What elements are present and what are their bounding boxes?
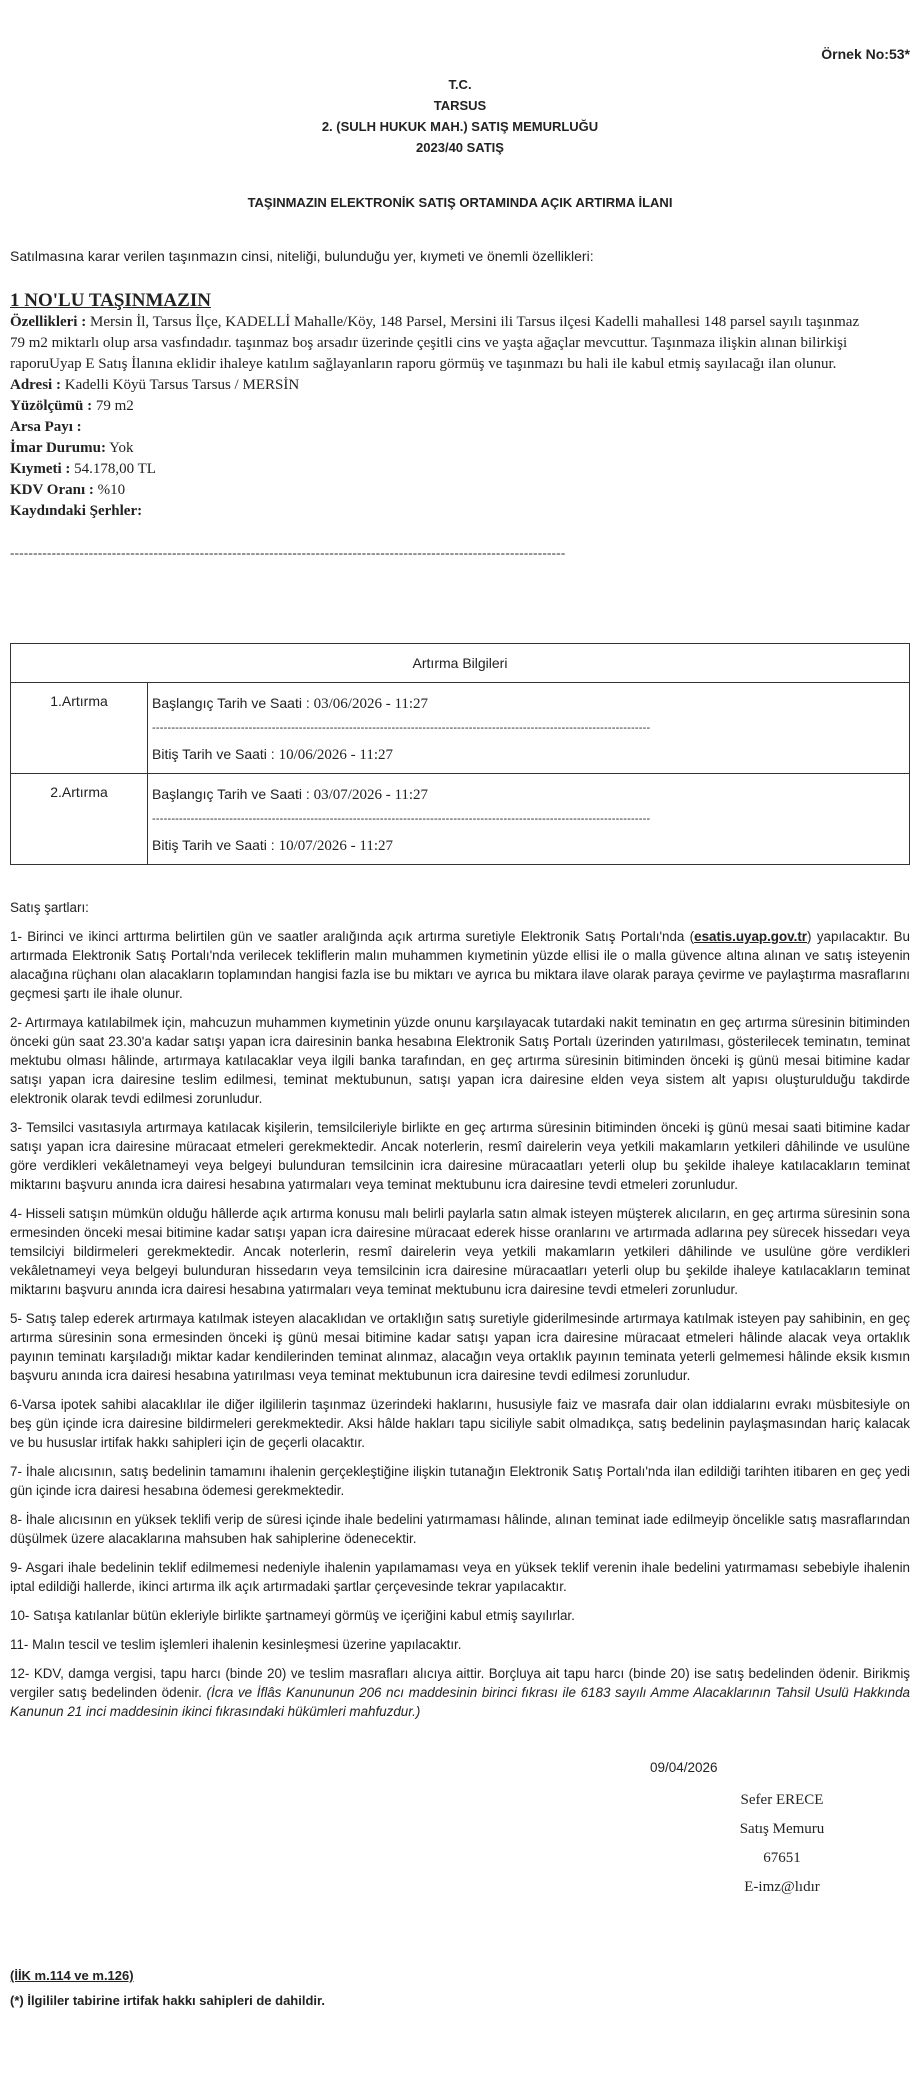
signer-title: Satış Memuru <box>739 1821 825 1837</box>
auction-label: 1.Artırma <box>11 683 148 774</box>
property-area: Yüzölçümü : 79 m2 <box>10 398 134 414</box>
term-2: 2- Artırmaya katılabilmek için, mahcuzun muhammen kıymetinin yüzde onunu karşılayacak tutardaki nakit teminatın en geç artırma süresinin bitiminden önceki gün saat 23.30'a kadar satışı yapan icra dairesinin banka hesabına Elektronik Satış Portalı üzerinden yatırılması, gösterilecek teminatın, teminat mektubu olması hâlinde, artırmaya katılacaklar veya ilgili banka tarafından, en geç artırma süresinin bitiminden önceki iş günü mesai bitimine kadar satışı yapan icra dairesine teslim edilmesi, teminat mektubunun, satışı yapan icra dairesine elden veya sistem alt yapısı oluşturulduğu takdirde elektronik olarak tevdi edilmesi zorunludur. <box>10 1015 910 1106</box>
header-case-number: 2023/40 SATIŞ <box>416 140 504 155</box>
auction-start: Başlangıç Tarih ve Saati : 03/06/2026 - 11:27 <box>152 695 429 712</box>
property-divider: ------------------------------------------------------------------------------------------------------------------------ <box>10 545 566 560</box>
property-section <box>10 290 870 522</box>
auction-end: Bitiş Tarih ve Saati : 10/07/2026 - 11:27 <box>152 837 394 854</box>
property-annotations: Kaydındaki Şerhler: <box>10 503 143 519</box>
law-reference: (İİK m.114 ve m.126) <box>10 1968 134 1983</box>
footnote: (*) İlgililer tabirine irtifak hakkı sahipleri de dahildir. <box>10 1993 325 2008</box>
auction-separator: --------------------------------------------------------------------------------------------------------------------------------- <box>152 813 651 825</box>
header-tc: T.C. <box>448 77 472 92</box>
auction-dates <box>148 774 910 865</box>
esatis-link[interactable]: esatis.uyap.gov.tr <box>694 929 808 944</box>
property-address: Adresi : Kadelli Köyü Tarsus Tarsus / MERSİN <box>10 377 300 393</box>
announcement-title: TAŞINMAZIN ELEKTRONİK SATIŞ ORTAMINDA AÇIK ARTIRMA İLANI <box>247 195 673 210</box>
property-title: 1 NO'LU TAŞINMAZIN <box>10 290 211 311</box>
term-8: 8- İhale alıcısının en yüksek teklifi verip de süresi içinde ihale bedelini yatırmaması hâlinde, alınan teminat iade edilmeyip öncelikle satış masraflarından düşülmek üzere alacaklarına mahsuben hak sahiplerine ödenecektir. <box>10 1512 910 1546</box>
term-7: 7- İhale alıcısının, satış bedelinin tamamını ihalenin gerçekleştiğine ilişkin tutanağın Elektronik Satış Portalı'nda ilan edildiği tarihten itibaren en geç yedi gün içinde icra dairesi hesabına ödemesi gerekmektedir. <box>10 1464 910 1498</box>
terms-heading: Satış şartları: <box>10 900 89 915</box>
sale-terms <box>10 898 910 1731</box>
auction-dates <box>148 683 910 774</box>
auction-row <box>11 774 910 865</box>
signer-number: 67651 <box>763 1850 801 1866</box>
term-11: 11- Malın tescil ve teslim işlemleri ihalenin kesinleşmesi üzerine yapılacaktır. <box>10 1637 462 1652</box>
property-features: Özellikleri : Mersin İl, Tarsus İlçe, KADELLİ Mahalle/Köy, 148 Parsel, Mersini ili Tarsus ilçesi Kadelli mahallesi 148 parsel sayılı taşınmaz 79 m2 miktarlı olup arsa vasfındadır. taşınmaz boş arsadır üzerinde çeşitli cins ve yaşta ağaçlar mevcuttur. Taşınmaza ilişkin alınan bilirkişi raporuUyap E Satış İlanına eklidir ihaleye katılım sağlayanların raporu görmüş ve taşınmazı bu hali ile kabul etmiş sayılacağı ilan olunur. <box>10 314 860 372</box>
auction-separator: --------------------------------------------------------------------------------------------------------------------------------- <box>152 722 651 734</box>
header-office: 2. (SULH HUKUK MAH.) SATIŞ MEMURLUĞU <box>321 119 599 134</box>
property-share: Arsa Payı : <box>10 419 82 435</box>
announcement-date: 09/04/2026 <box>650 1760 718 1775</box>
header-city: TARSUS <box>433 98 487 113</box>
term-4: 4- Hisseli satışın mümkün olduğu hâllerde açık artırma konusu malı belirli paylarla satın almak isteyen müşterek alıcıların, en geç artırma süresinin sona ermesinden önceki mesai bitimine kadar satışı yapan icra dairesine müracaat ederek hisse oranlarını ve artırmada adlarına pey sürecek hissedarı veya temsilciyi bildirmeleri gerekmektedir. Ancak noterlerin, resmî dairelerin veya yetkili makamların yetkileri dâhilinde ve usulüne göre verdikleri vekâletnameyi veya belgeyi bulunduran hissedarın veya temsilcinin icra dairesine müracaatları yeterli olup bu şekilde ihaleye katılacakların teminat miktarını başvuru anında icra dairesi hesabına yatırmaları veya teminat mektubunu icra dairesine tevdi etmeleri zorunludur. <box>10 1206 910 1297</box>
term-6: 6-Varsa ipotek sahibi alacaklılar ile diğer ilgililerin taşınmaz üzerindeki haklarını, hususiyle faiz ve masrafa dair olan iddialarını evrakı müsbitesiyle on beş gün içinde icra dairesine bildirmeleri gerekmektedir. Aksi hâlde hakları tapu siciliyle sabit olmadıkça, satış bedelinin paylaşmasından hariç kalacak ve bu hususlar irtifak hakkı sahipleri için de geçerli olacaktır. <box>10 1397 910 1450</box>
document-header <box>0 74 920 158</box>
term-1: 1- Birinci ve ikinci arttırma belirtilen gün ve saatler aralığında açık artırma suretiyle Elektronik Satış Portalı'nda (esatis.uyap.gov.tr) yapılacaktır. Bu artırmada Elektronik Satış Portalı'nda verilecek tekliflerin malın muhammen kıymetinin yüzde ellisi ile o malla güvence altına alınan ve satış isteyenin alacağına rüçhanı olan alacakların toplamından hangisi fazla ise bu miktarı ve ayrıca bu miktara ilave olarak paraya çevirme ve paylaştırma masraflarını geçmesi şartı ile ihale olunur. <box>10 929 910 1001</box>
auction-end: Bitiş Tarih ve Saati : 10/06/2026 - 11:27 <box>152 746 394 763</box>
term-5: 5- Satış talep ederek artırmaya katılmak isteyen alacaklıdan ve ortaklığın satış suretiyle giderilmesinde artırmaya katılmak isteyen pay sahibinin, en geç artırma süresinin sona ermesinden önceki iş günü mesai bitimine kadar satışı yapan icra dairesine müracaat etmeleri hâlinde alacak veya ortaklık payının teminatı karşıladığı miktar kadar kendilerinden teminat alınmaz, alacağın veya ortaklık payının teminata yeterli gelmemesi hâlinde eksik kısmın başvuru anında icra dairesi hesabına yatırılması veya teminat mektubunun icra dairesine tevdi edilmesi zorunludur. <box>10 1311 910 1383</box>
term-10: 10- Satışa katılanlar bütün ekleriyle birlikte şartnameyi görmüş ve içeriğini kabul etmiş sayılırlar. <box>10 1608 575 1623</box>
auction-start: Başlangıç Tarih ve Saati : 03/07/2026 - 11:27 <box>152 786 429 803</box>
term-12: 12- KDV, damga vergisi, tapu harcı (binde 20) ve teslim masrafları alıcıya aittir. Borçluya ait tapu harcı (binde 20) ise satış bedelinden ödenir. Birikmiş vergiler satış bedelinden ödenir. (İcra ve İflâs Kanununun 206 ncı maddesinin birinci fıkrası ile 6183 sayılı Amme Alacaklarının Tahsil Usulü Hakkında Kanunun 21 inci maddesinin ikinci fıkrasındaki hükümleri mahfuzdur.) <box>10 1666 910 1719</box>
e-signature-note: E-imz@lıdır <box>744 1879 820 1895</box>
signer-name: Sefer ERECE <box>740 1792 824 1808</box>
property-value: Kıymeti : 54.178,00 TL <box>10 461 156 477</box>
intro-text: Satılmasına karar verilen taşınmazın cinsi, niteliği, bulunduğu yer, kıymeti ve önemli özellikleri: <box>10 248 594 264</box>
auction-label: 2.Artırma <box>11 774 148 865</box>
term-9: 9- Asgari ihale bedelinin teklif edilmemesi nedeniyle ihalenin yapılamaması veya en yüksek teklif verenin ihale bedelini yatırmaması sebebiyle ihalenin iptal edildiği hallerde, ikinci artırma ilk açık artırmadaki şartlar çerçevesinde tekrar yapılacaktır. <box>10 1560 910 1594</box>
auction-table <box>10 643 910 865</box>
property-vat: KDV Oranı : %10 <box>10 482 126 498</box>
term-3: 3- Temsilci vasıtasıyla artırmaya katılacak kişilerin, temsilcileriyle birlikte en geç artırma süresinin bitiminden önceki iş günü mesai saati bitimine kadar satışı yapan icra dairesine müracaat etmeleri gerekmektedir. Ancak noterlerin, resmî dairelerin veya yetkili makamların yetkileri dâhilinde ve usulüne göre verdikleri vekâletnameyi veya belgeyi bulunduran temsilcinin icra dairesine müracaatları yeterli olup bu şekilde ihaleye katılacakların teminat miktarını başvuru anında icra dairesi hesabına yatırmaları veya teminat mektubunu icra dairesine tevdi etmeleri zorunludur. <box>10 1120 910 1192</box>
property-zoning: İmar Durumu: Yok <box>10 440 134 456</box>
auction-row <box>11 683 910 774</box>
auction-table-header: Artırma Bilgileri <box>11 644 910 683</box>
sample-number: Örnek No:53* <box>821 46 910 62</box>
signature-block <box>692 1786 872 1902</box>
